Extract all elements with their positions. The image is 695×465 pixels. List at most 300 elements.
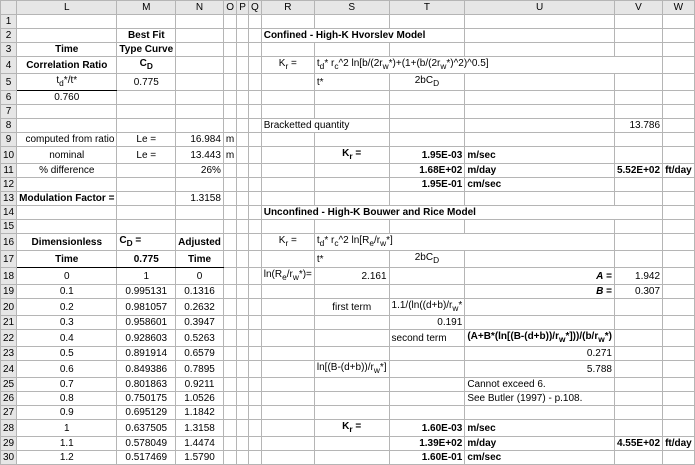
computed-from-ratio-label[interactable]: computed from ratio [17, 133, 117, 147]
cell[interactable] [237, 164, 249, 178]
cell[interactable] [261, 361, 314, 378]
time-label[interactable]: Time [17, 43, 117, 57]
cell[interactable] [663, 15, 695, 29]
unconfined-unit-msec[interactable]: m/sec [465, 420, 615, 437]
cell[interactable] [223, 361, 236, 378]
column-header-s[interactable]: S [314, 1, 389, 15]
cell[interactable] [261, 133, 314, 147]
cell[interactable] [261, 285, 314, 299]
tstar-label-2[interactable]: t* [314, 251, 389, 268]
row-header-27[interactable]: 27 [1, 406, 17, 420]
cell[interactable] [237, 361, 249, 378]
cell[interactable] [465, 74, 615, 91]
cell[interactable] [663, 119, 695, 133]
cell[interactable] [248, 74, 261, 91]
adjusted-time-cell[interactable]: 1.3158 [176, 420, 224, 437]
unit-m-1[interactable]: m [223, 133, 236, 147]
cell[interactable] [614, 29, 662, 43]
cell[interactable] [663, 406, 695, 420]
cd-cell[interactable]: 0.578049 [117, 437, 176, 451]
cell[interactable] [314, 406, 389, 420]
adjusted-time-cell[interactable]: 0 [176, 268, 224, 285]
cell[interactable] [237, 220, 249, 234]
cell[interactable] [261, 299, 314, 316]
adjusted-label[interactable]: Adjusted [176, 234, 224, 251]
confined-k-cmsec[interactable]: 1.95E-01 [389, 178, 465, 192]
table-row[interactable] [1, 316, 695, 330]
confined-k-msec[interactable]: 1.95E-03 [389, 147, 465, 164]
cell[interactable] [261, 43, 314, 57]
cell[interactable] [261, 15, 314, 29]
cell[interactable] [663, 268, 695, 285]
cell[interactable] [176, 91, 224, 105]
cell[interactable] [465, 105, 615, 119]
cell[interactable] [176, 57, 224, 74]
correlation-ratio-label[interactable]: Correlation Ratio [17, 57, 117, 74]
cell[interactable] [237, 91, 249, 105]
cell[interactable] [248, 119, 261, 133]
cell[interactable] [465, 119, 615, 133]
cell[interactable] [614, 234, 662, 251]
le-value-1[interactable]: 16.984 [176, 133, 224, 147]
cd-cell[interactable]: 0.995131 [117, 285, 176, 299]
time-cell[interactable]: 1 [17, 420, 117, 437]
cell[interactable] [663, 361, 695, 378]
row-header-28[interactable]: 28 [1, 420, 17, 437]
table-row[interactable] [1, 268, 695, 285]
cell[interactable] [614, 392, 662, 406]
cell[interactable] [261, 420, 314, 437]
cell[interactable] [237, 29, 249, 43]
cell[interactable] [663, 105, 695, 119]
cell[interactable] [314, 451, 389, 465]
adjusted-time-cell[interactable]: 1.0526 [176, 392, 224, 406]
cell[interactable] [237, 268, 249, 285]
cell[interactable] [314, 178, 389, 192]
column-header-m[interactable]: M [117, 1, 176, 15]
row-header-5[interactable]: 5 [1, 74, 17, 91]
confined-k-mday[interactable]: 1.68E+02 [389, 164, 465, 178]
cell[interactable] [663, 392, 695, 406]
time-cell[interactable]: 0 [17, 268, 117, 285]
unconfined-k-msec[interactable]: 1.60E-03 [389, 420, 465, 437]
cell[interactable] [261, 105, 314, 119]
cell[interactable] [117, 220, 176, 234]
cell[interactable] [663, 451, 695, 465]
cell[interactable] [223, 15, 236, 29]
cd-eq-label[interactable]: $C_D$ = [117, 234, 176, 251]
cd-cell[interactable]: 1 [117, 268, 176, 285]
cell[interactable] [261, 74, 314, 91]
cell[interactable] [389, 347, 465, 361]
cell[interactable] [223, 91, 236, 105]
row-header-29[interactable]: 29 [1, 437, 17, 451]
cd-column-header[interactable]: 0.775 [117, 251, 176, 268]
bracketted-value[interactable]: 13.786 [614, 119, 662, 133]
le-label-2[interactable]: Le = [117, 147, 176, 164]
table-row[interactable] [1, 299, 695, 316]
row-header-26[interactable]: 26 [1, 392, 17, 406]
cell[interactable] [465, 91, 615, 105]
cell[interactable] [248, 316, 261, 330]
ln2-label[interactable]: $\ln[(B-(d+b))/r_w*]$ [314, 361, 389, 378]
cell[interactable] [237, 451, 249, 465]
cell[interactable] [248, 57, 261, 74]
unconfined-unit-ftday[interactable]: ft/day [663, 437, 695, 451]
time-column-header[interactable]: Time [17, 251, 117, 268]
cd-cell[interactable]: 0.981057 [117, 299, 176, 316]
cell[interactable] [248, 392, 261, 406]
b-label[interactable]: B = [465, 285, 615, 299]
cell[interactable] [117, 105, 176, 119]
le-value-2[interactable]: 13.443 [176, 147, 224, 164]
cell[interactable] [663, 299, 695, 316]
see-butler-note[interactable]: See Butler (1997) - p.108. [465, 392, 615, 406]
cell[interactable] [465, 15, 615, 29]
cell[interactable] [614, 361, 662, 378]
adjusted-time-cell[interactable]: 0.2632 [176, 299, 224, 316]
time-cell[interactable]: 0.1 [17, 285, 117, 299]
cell[interactable] [176, 178, 224, 192]
cell[interactable] [314, 347, 389, 361]
cell[interactable] [614, 178, 662, 192]
row-header-23[interactable]: 23 [1, 347, 17, 361]
cell[interactable] [389, 43, 465, 57]
cell[interactable] [223, 347, 236, 361]
cell[interactable] [237, 178, 249, 192]
column-header-o[interactable]: O [223, 1, 236, 15]
confined-formula[interactable]: $t_d*$ $r_c\^{}2$ $\ln[b/(2r_w*)+(1+(b/(2r_w*)\^{}2)\^{}0.5]$ [314, 57, 662, 74]
a-label[interactable]: A = [465, 268, 615, 285]
cell[interactable] [614, 316, 662, 330]
cell[interactable] [237, 251, 249, 268]
time-cell[interactable]: 0.3 [17, 316, 117, 330]
cell[interactable] [223, 251, 236, 268]
modulation-factor-value[interactable]: 1.3158 [176, 192, 224, 206]
cell[interactable] [223, 206, 236, 220]
cell[interactable] [17, 105, 117, 119]
cell[interactable] [223, 74, 236, 91]
adjusted-time-cell[interactable]: 1.4474 [176, 437, 224, 451]
time-cell[interactable]: 0.2 [17, 299, 117, 316]
cell[interactable] [614, 420, 662, 437]
row-header-15[interactable]: 15 [1, 220, 17, 234]
cell[interactable] [248, 164, 261, 178]
cell[interactable] [223, 220, 236, 234]
cell[interactable] [389, 268, 465, 285]
cell[interactable] [237, 285, 249, 299]
cell[interactable] [237, 406, 249, 420]
unconfined-title[interactable]: Unconfined - High-K Bouwer and Rice Model [261, 206, 662, 220]
cell[interactable] [465, 192, 615, 206]
cell[interactable] [223, 119, 236, 133]
unconfined-unit-cmsec[interactable]: cm/sec [465, 451, 615, 465]
cell[interactable] [223, 43, 236, 57]
cell[interactable] [663, 220, 695, 234]
adjusted-time-cell[interactable]: 0.7895 [176, 361, 224, 378]
cell[interactable] [465, 29, 615, 43]
cell[interactable] [237, 420, 249, 437]
cell[interactable] [248, 133, 261, 147]
cell[interactable] [261, 347, 314, 361]
cell[interactable] [237, 437, 249, 451]
cell[interactable] [117, 192, 176, 206]
row-header-12[interactable]: 12 [1, 178, 17, 192]
cell[interactable] [389, 378, 465, 392]
ratio-value[interactable]: 0.760 [17, 91, 117, 105]
cell[interactable] [248, 192, 261, 206]
cell[interactable] [614, 330, 662, 347]
cell[interactable] [465, 316, 615, 330]
cell[interactable] [614, 378, 662, 392]
cell[interactable] [614, 105, 662, 119]
cell[interactable] [248, 378, 261, 392]
confined-title[interactable]: Confined - High-K Hvorslev Model [261, 29, 465, 43]
row-header-20[interactable]: 20 [1, 299, 17, 316]
cell[interactable] [223, 316, 236, 330]
cell[interactable] [314, 330, 389, 347]
adjusted-time-cell[interactable]: 0.9211 [176, 378, 224, 392]
cell[interactable] [237, 119, 249, 133]
cell[interactable] [261, 406, 314, 420]
cell[interactable] [223, 192, 236, 206]
adjusted-time-cell[interactable]: 0.5263 [176, 330, 224, 347]
column-header-q[interactable]: Q [248, 1, 261, 15]
row-header-19[interactable]: 19 [1, 285, 17, 299]
cell[interactable] [176, 15, 224, 29]
cell[interactable] [663, 206, 695, 220]
row-header-6[interactable]: 6 [1, 91, 17, 105]
pct-diff-value[interactable]: 26% [176, 164, 224, 178]
b-value[interactable]: 0.307 [614, 285, 662, 299]
cell[interactable] [223, 105, 236, 119]
cell[interactable] [614, 192, 662, 206]
cell[interactable] [248, 347, 261, 361]
cell[interactable] [261, 192, 314, 206]
row-header-22[interactable]: 22 [1, 330, 17, 347]
cell[interactable] [663, 57, 695, 74]
cell[interactable] [223, 392, 236, 406]
table-row[interactable] [1, 392, 695, 406]
bracketted-label[interactable]: Bracketted quantity [261, 119, 389, 133]
cell[interactable] [614, 15, 662, 29]
table-row[interactable] [1, 406, 695, 420]
cell[interactable] [261, 378, 314, 392]
unconfined-unit-mday[interactable]: m/day [465, 437, 615, 451]
cell[interactable] [389, 15, 465, 29]
cell[interactable] [223, 330, 236, 347]
column-header-t[interactable]: T [389, 1, 465, 15]
cell[interactable] [261, 91, 314, 105]
cell[interactable] [17, 119, 117, 133]
cell[interactable] [117, 206, 176, 220]
cell[interactable] [314, 192, 389, 206]
cd-value[interactable]: 0.775 [117, 74, 176, 91]
cell[interactable] [248, 206, 261, 220]
cell[interactable] [237, 74, 249, 91]
kr-label-unconfined[interactable]: $K_r$ = [261, 234, 314, 251]
cell[interactable] [248, 220, 261, 234]
row-header-13[interactable]: 13 [1, 192, 17, 206]
cell[interactable] [614, 251, 662, 268]
row-header-7[interactable]: 7 [1, 105, 17, 119]
cell[interactable] [248, 147, 261, 164]
unconfined-k-ftday[interactable]: 4.55E+02 [614, 437, 662, 451]
cell[interactable] [117, 91, 176, 105]
cell[interactable] [261, 392, 314, 406]
row-header-10[interactable]: 10 [1, 147, 17, 164]
unconfined-k-mday[interactable]: 1.39E+02 [389, 437, 465, 451]
cell[interactable] [237, 378, 249, 392]
select-all-corner[interactable] [1, 1, 17, 15]
cd-cell[interactable]: 0.801863 [117, 378, 176, 392]
cell[interactable] [614, 347, 662, 361]
time-cell[interactable]: 0.7 [17, 378, 117, 392]
le-label-1[interactable]: Le = [117, 133, 176, 147]
time-cell[interactable]: 0.6 [17, 361, 117, 378]
cell[interactable] [248, 361, 261, 378]
table-row[interactable] [1, 451, 695, 465]
adjusted-time-column-header[interactable]: Time [176, 251, 224, 268]
cell[interactable] [261, 220, 314, 234]
time-cell[interactable]: 0.4 [17, 330, 117, 347]
time-cell[interactable]: 1.1 [17, 437, 117, 451]
cell[interactable] [314, 392, 389, 406]
cell[interactable] [389, 285, 465, 299]
cell[interactable] [389, 361, 465, 378]
row-header-3[interactable]: 3 [1, 43, 17, 57]
cell[interactable] [389, 220, 465, 234]
table-row[interactable] [1, 347, 695, 361]
row-header-8[interactable]: 8 [1, 119, 17, 133]
kr-label-unconfined-result[interactable]: $K_r$ = [314, 420, 389, 437]
cell[interactable] [176, 29, 224, 43]
adjusted-time-cell[interactable]: 1.1842 [176, 406, 224, 420]
cell[interactable] [314, 105, 389, 119]
cell[interactable] [465, 133, 615, 147]
cell[interactable] [663, 378, 695, 392]
row-header-9[interactable]: 9 [1, 133, 17, 147]
cell[interactable] [223, 299, 236, 316]
table-row[interactable] [1, 361, 695, 378]
cd-cell[interactable]: 0.750175 [117, 392, 176, 406]
td-ratio-label[interactable]: $t_d*/t*$ [17, 74, 117, 91]
unconfined-formula[interactable]: $t_d*$ $r_c\^{}2$ $\ln[R_e/r_w*]$ [314, 234, 614, 251]
cell[interactable] [614, 451, 662, 465]
column-header-u[interactable]: U [465, 1, 615, 15]
cell[interactable] [117, 178, 176, 192]
cell[interactable] [314, 285, 389, 299]
cell[interactable] [248, 285, 261, 299]
cell[interactable] [614, 220, 662, 234]
cell[interactable] [223, 164, 236, 178]
cell[interactable] [314, 437, 389, 451]
cell[interactable] [248, 299, 261, 316]
ln2-value[interactable]: 5.788 [465, 361, 615, 378]
cd-cell[interactable]: 0.849386 [117, 361, 176, 378]
cell[interactable] [248, 406, 261, 420]
column-header-l[interactable]: L [17, 1, 117, 15]
adjusted-time-cell[interactable]: 0.3947 [176, 316, 224, 330]
confined-k-ftday[interactable]: 5.52E+02 [614, 164, 662, 178]
cell[interactable] [314, 43, 389, 57]
cell[interactable] [614, 406, 662, 420]
cell[interactable] [223, 437, 236, 451]
cell[interactable] [248, 178, 261, 192]
cell[interactable] [248, 43, 261, 57]
cell[interactable] [17, 29, 117, 43]
cell[interactable] [261, 437, 314, 451]
cell[interactable] [663, 91, 695, 105]
cell[interactable] [261, 251, 314, 268]
cell[interactable] [223, 378, 236, 392]
cell[interactable] [223, 268, 236, 285]
cd-label[interactable]: $C_D$ [117, 57, 176, 74]
cell[interactable] [314, 133, 389, 147]
cell[interactable] [663, 178, 695, 192]
row-header-21[interactable]: 21 [1, 316, 17, 330]
row-header-4[interactable]: 4 [1, 57, 17, 74]
cell[interactable] [663, 43, 695, 57]
row-header-11[interactable]: 11 [1, 164, 17, 178]
cell[interactable] [663, 285, 695, 299]
type-curve-label[interactable]: Type Curve [117, 43, 176, 57]
cell[interactable] [176, 220, 224, 234]
cell[interactable] [389, 119, 465, 133]
cd-cell[interactable]: 0.517469 [117, 451, 176, 465]
cell[interactable] [663, 234, 695, 251]
column-header-p[interactable]: P [237, 1, 249, 15]
column-header-w[interactable]: W [663, 1, 695, 15]
cell[interactable] [663, 147, 695, 164]
row-header-14[interactable]: 14 [1, 206, 17, 220]
cell[interactable] [176, 105, 224, 119]
cell[interactable] [663, 347, 695, 361]
time-cell[interactable]: 0.9 [17, 406, 117, 420]
cell[interactable] [223, 406, 236, 420]
cell[interactable] [314, 378, 389, 392]
cell[interactable] [237, 316, 249, 330]
cell[interactable] [389, 392, 465, 406]
column-header-n[interactable]: N [176, 1, 224, 15]
cell[interactable] [663, 29, 695, 43]
cell[interactable] [663, 192, 695, 206]
confined-unit-ftday[interactable]: ft/day [663, 164, 695, 178]
second-term-label[interactable]: second term [389, 330, 465, 347]
cell[interactable] [663, 133, 695, 147]
table-row[interactable] [1, 330, 695, 347]
cell[interactable] [248, 15, 261, 29]
row-header-16[interactable]: 16 [1, 234, 17, 251]
cell[interactable] [237, 392, 249, 406]
cd-cell[interactable]: 0.637505 [117, 420, 176, 437]
cell[interactable] [223, 29, 236, 43]
modulation-factor-label[interactable]: Modulation Factor = [17, 192, 117, 206]
tstar-label[interactable]: t* [314, 74, 389, 91]
cannot-exceed-note[interactable]: Cannot exceed 6. [465, 378, 615, 392]
table-row[interactable] [1, 420, 695, 437]
cell[interactable] [314, 220, 389, 234]
kr-label[interactable]: $K_r$ = [261, 57, 314, 74]
row-header-17[interactable]: 17 [1, 251, 17, 268]
cell[interactable] [223, 57, 236, 74]
cell[interactable] [614, 43, 662, 57]
cell[interactable] [17, 220, 117, 234]
cell[interactable] [248, 91, 261, 105]
row-header-24[interactable]: 24 [1, 361, 17, 378]
cell[interactable] [261, 316, 314, 330]
cell[interactable] [248, 29, 261, 43]
